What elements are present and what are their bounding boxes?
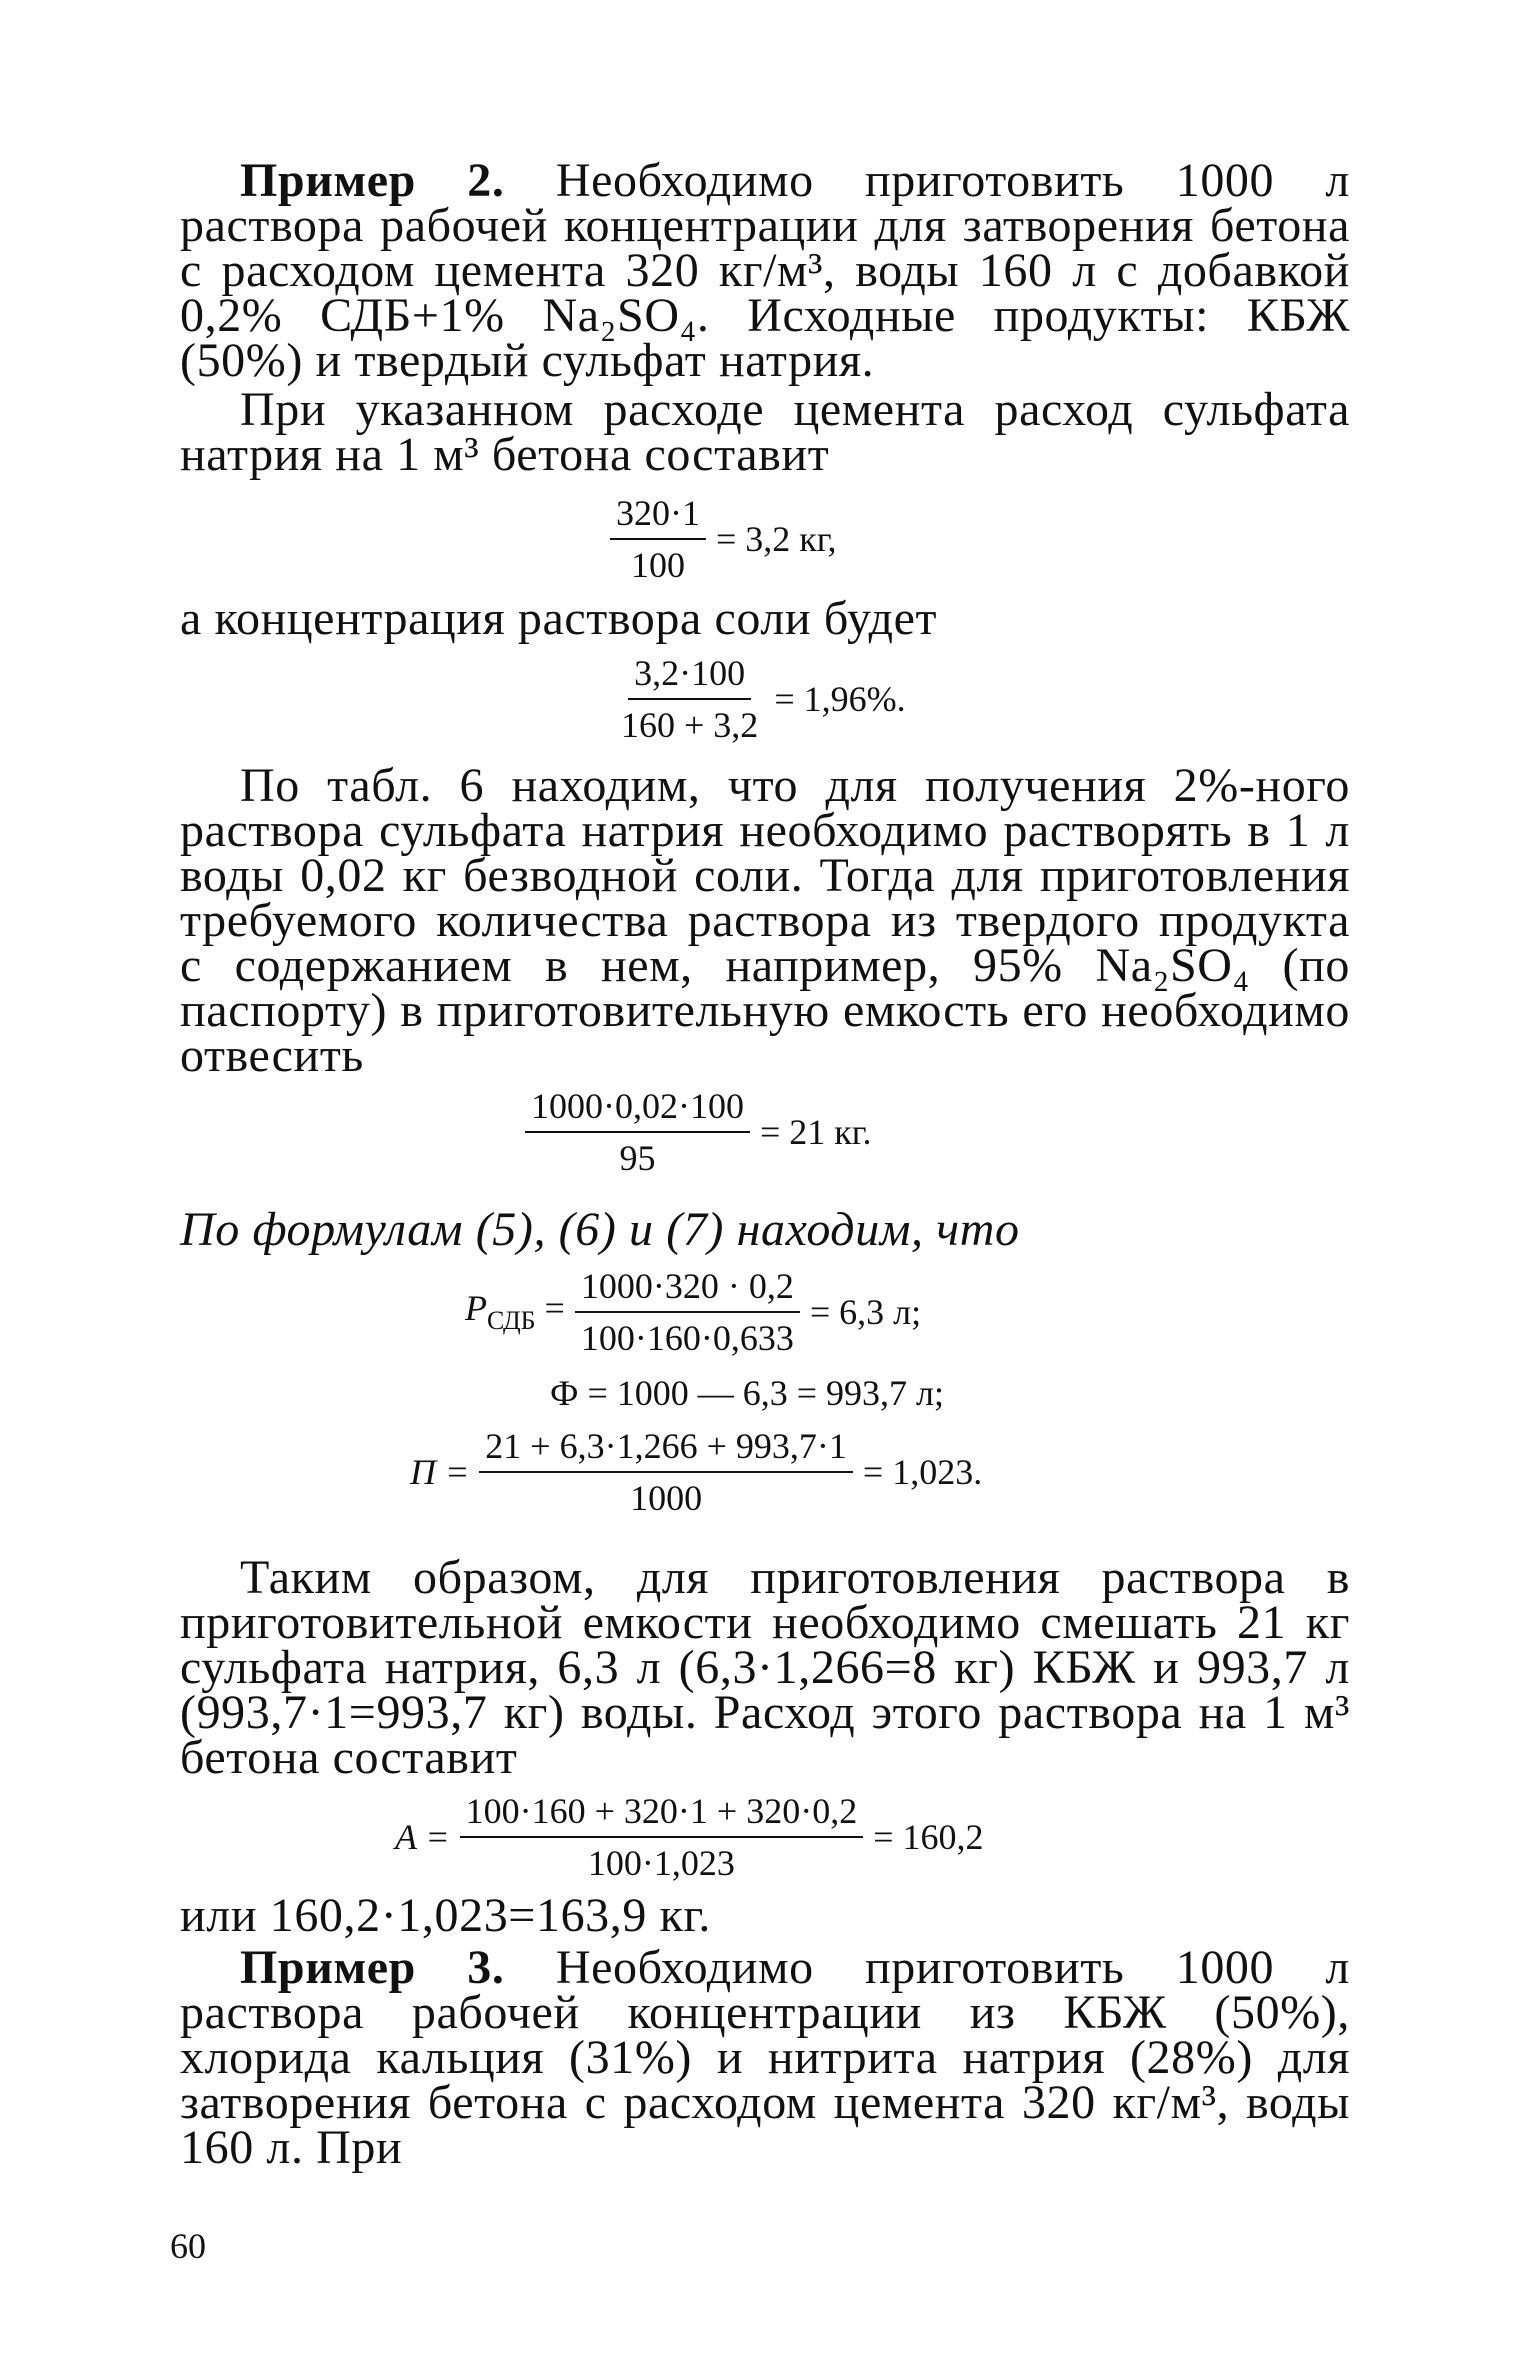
- lhs: [465, 1287, 565, 1336]
- result: = 6,3 л;: [809, 1292, 922, 1332]
- denominator: 160 + 3,2: [621, 705, 759, 745]
- denominator: 95: [619, 1138, 656, 1178]
- concentration-text: а концентрация раствора соли будет: [180, 592, 938, 645]
- example-3-text: Необходимо приготовить 1000 л раствора рабочей концентрации из КБЖ (50%), хлорида кальция (31%) и нитрита натрия (28%) для затворения бетона с расходом цемента 320 кг/м³, воды 160 л. При: [180, 1941, 1350, 2174]
- fraction: [575, 1265, 800, 1359]
- result: = 21 кг.: [759, 1112, 872, 1152]
- conclusion-text: Таким образом, для приготовления раствора в приготовительной емкости необходимо смешать 21 кг сульфата натрия, 6,3 л (6,3·1,266=8 кг) КБЖ и 993,7 л (993,7·1=993,7 кг) воды. Расход этого раствора на 1 м³ бетона составит: [180, 1551, 1350, 1784]
- numerator: 320·1: [610, 492, 706, 540]
- paragraph-sulfate-consumption: При указанном расходе цемента расход сульфата натрия на 1 м³ бетона составит: [180, 383, 1350, 481]
- example-3-intro: [180, 1941, 1350, 2174]
- numerator: 3,2·100: [628, 652, 751, 700]
- example-2-title: Пример 2.: [240, 154, 505, 207]
- example-2-block: [180, 154, 1350, 481]
- phi-equation: Ф = 1000 — 6,3 = 993,7 л;: [550, 1373, 945, 1413]
- paragraph-concentration: [180, 592, 1350, 645]
- example-3-title: Пример 3.: [240, 1941, 505, 1994]
- fraction: [615, 652, 764, 746]
- result: = 3,2 кг,: [716, 519, 837, 559]
- formulas-text: По формулам (5), (6) и (7) находим, что: [180, 1203, 1020, 1256]
- or-text: или 160,2·1,023=163,9 кг.: [180, 1889, 711, 1942]
- equals: =: [535, 1288, 565, 1329]
- numerator: 1000·0,02·100: [525, 1085, 750, 1133]
- denominator: 1000: [630, 1478, 703, 1518]
- example-2-intro: [180, 154, 1350, 387]
- denominator: 100: [631, 545, 685, 585]
- formula-phi: [0, 1372, 1536, 1414]
- fraction: [460, 1790, 864, 1884]
- fraction: [525, 1085, 750, 1179]
- result: = 1,023.: [862, 1452, 983, 1492]
- formula-pi: [0, 1425, 1536, 1519]
- fraction: [479, 1425, 853, 1519]
- lhs: П =: [410, 1452, 470, 1492]
- formula-p-sdb: [0, 1265, 1536, 1359]
- result: = 1,96%.: [774, 679, 906, 719]
- numerator: 100·160 + 320·1 + 320·0,2: [460, 1790, 864, 1838]
- variable-subscript: СДБ: [487, 1306, 536, 1336]
- formula-sulfate-per-m3: [0, 492, 1536, 586]
- result: = 160,2: [873, 1817, 984, 1857]
- variable: P: [465, 1288, 487, 1329]
- denominator: 100·160·0,633: [580, 1318, 794, 1358]
- lhs: A =: [395, 1817, 450, 1857]
- example-3-block: [180, 1941, 1350, 2174]
- page-number: 60: [170, 2226, 206, 2266]
- table-6-text: По табл. 6 находим, что для получения 2%-ного раствора сульфата натрия необходимо растворять в 1 л воды 0,02 кг безводной соли. Тогда для приготовления требуемого количества раствора из твердого продукта с содержанием в нем, например, 95% Na₂SO₄ (по паспорту) в приготовительную емкость его необходимо отвесить: [180, 759, 1350, 1082]
- example-2-intro-text: Необходимо приготовить 1000 л раствора рабочей концентрации для затворения бетона с расходом цемента 320 кг/м³, воды 160 л с добавкой 0,2% СДБ+1% Na₂SO₄. Исходные продукты: КБЖ (50%) и твердый сульфат натрия.: [180, 154, 1350, 387]
- formula-sulfate-mass: [0, 1085, 1536, 1179]
- denominator: 100·1,023: [587, 1843, 735, 1883]
- formula-a: [0, 1790, 1536, 1884]
- paragraph-or: [180, 1889, 1350, 1942]
- numerator: 21 + 6,3·1,266 + 993,7·1: [479, 1425, 853, 1473]
- paragraph-formulas: [180, 1203, 1350, 1256]
- formula-concentration: [0, 652, 1536, 746]
- fraction: [610, 492, 706, 586]
- numerator: 1000·320 · 0,2: [575, 1265, 800, 1313]
- paragraph-conclusion: [180, 1551, 1350, 1784]
- paragraph-table-6: [180, 759, 1350, 1082]
